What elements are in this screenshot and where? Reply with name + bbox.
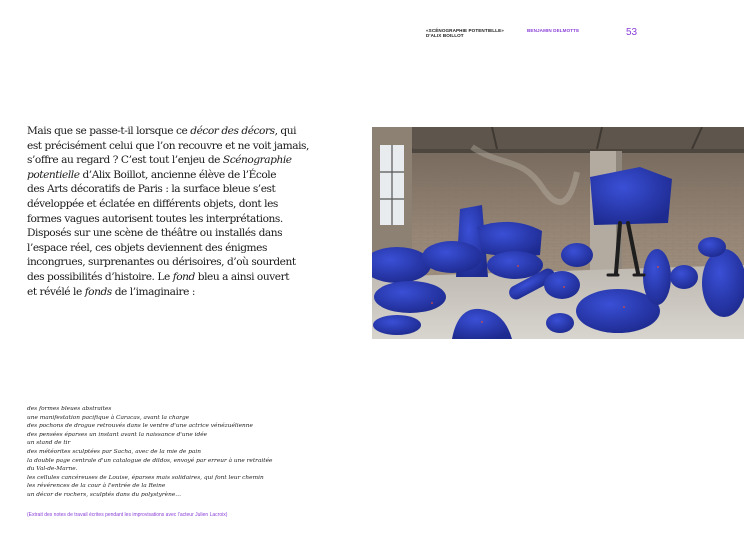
body-text-run: s’offre au regard ? C’est tout l’enjeu de <box>27 154 223 167</box>
notes-item: les cellules cancéreuses de Louise, éparses mais solidaires, qui font leur chemin <box>27 474 264 481</box>
body-text-run: d’Alix Boillot, ancienne élève de l’École <box>79 168 277 181</box>
body-italic-text: fonds <box>84 285 112 298</box>
body-italic-text: fond <box>172 270 195 283</box>
body-text-run: Disposés sur une scène de théâtre ou installés dans <box>27 227 283 240</box>
chapter-title-line1: «SCÉNOGRAPHIE POTENTIELLE» <box>426 28 504 33</box>
body-line <box>27 241 327 256</box>
notes-caption: (Extrait des notes de travail écrites pendant les improvisations avec l’acteur Julien Lacroix) <box>27 512 228 518</box>
body-line <box>27 124 327 139</box>
body-line <box>27 139 327 154</box>
installation-photo <box>372 127 744 339</box>
notes-item: du Val-de-Marne. <box>27 466 78 473</box>
body-line <box>27 226 327 241</box>
page-number: 53 <box>626 27 638 38</box>
body-paragraph <box>27 124 327 299</box>
body-text-run: développée et éclatée en différents objets, dont les <box>27 197 278 210</box>
chapter-title-line2: D'ALIX BOILLOT <box>426 33 464 39</box>
body-text-run: , qui <box>274 125 297 137</box>
notes-item: une manifestation pacifique à Caracas, avant la charge <box>27 414 190 421</box>
author-name: BENJAMIN DELMOTTE <box>527 28 580 33</box>
body-line <box>27 153 327 168</box>
notes-item: des pensées éparses un instant avant la naissance d'une idée <box>27 431 208 438</box>
notes-list <box>27 405 357 500</box>
body-line <box>27 285 327 300</box>
body-line <box>27 197 327 212</box>
body-text-run: est précisément celui que l’on recouvre et ne voit jamais, <box>27 139 309 152</box>
body-line <box>27 168 327 183</box>
notes-item: la double page centrale d'un catalogue de dildos, envoyé par erreur à une retraitée <box>27 457 273 464</box>
body-line <box>27 212 327 227</box>
body-text-run: et révélé le <box>27 285 85 298</box>
notes-item: les révérences de la cour à l'entrée de la Reine <box>27 483 166 490</box>
body-italic-text: Scénographie <box>222 154 292 167</box>
chapter-title <box>426 28 504 39</box>
notes-item: des formes bleues abstraites <box>27 406 112 412</box>
body-text-run: bleu a ainsi ouvert <box>194 270 290 283</box>
body-text-run: incongrues, surprenantes ou dérisoires, d’où sourdent <box>27 256 296 269</box>
body-text-run: de l’imaginaire : <box>111 285 195 298</box>
notes-item: des météorites sculptées par Sacha, avec de la mie de pain <box>27 448 201 455</box>
notes-item: un stand de tir <box>27 440 71 447</box>
body-text-run: l’espace réel, ces objets deviennent des énigmes <box>27 241 267 254</box>
body-text-run: des possibilités d’histoire. Le <box>27 270 173 283</box>
body-italic-text: potentielle <box>27 168 80 181</box>
body-line <box>27 182 327 197</box>
body-text-run: Mais que se passe-t-il lorsque ce <box>27 125 191 137</box>
body-text-run: des Arts décoratifs de Paris : la surface bleue s’est <box>27 183 276 196</box>
body-italic-text: décor des décors <box>190 125 275 137</box>
body-line <box>27 255 327 270</box>
body-text-run: formes vagues autorisent toutes les interprétations. <box>27 212 283 225</box>
notes-item: des pochons de drogue retrouvés dans le ventre d'une actrice vénézuélienne <box>27 423 253 430</box>
body-line <box>27 270 327 285</box>
notes-item: un décor de rochers, sculptés dans du polystyrène… <box>27 491 182 498</box>
